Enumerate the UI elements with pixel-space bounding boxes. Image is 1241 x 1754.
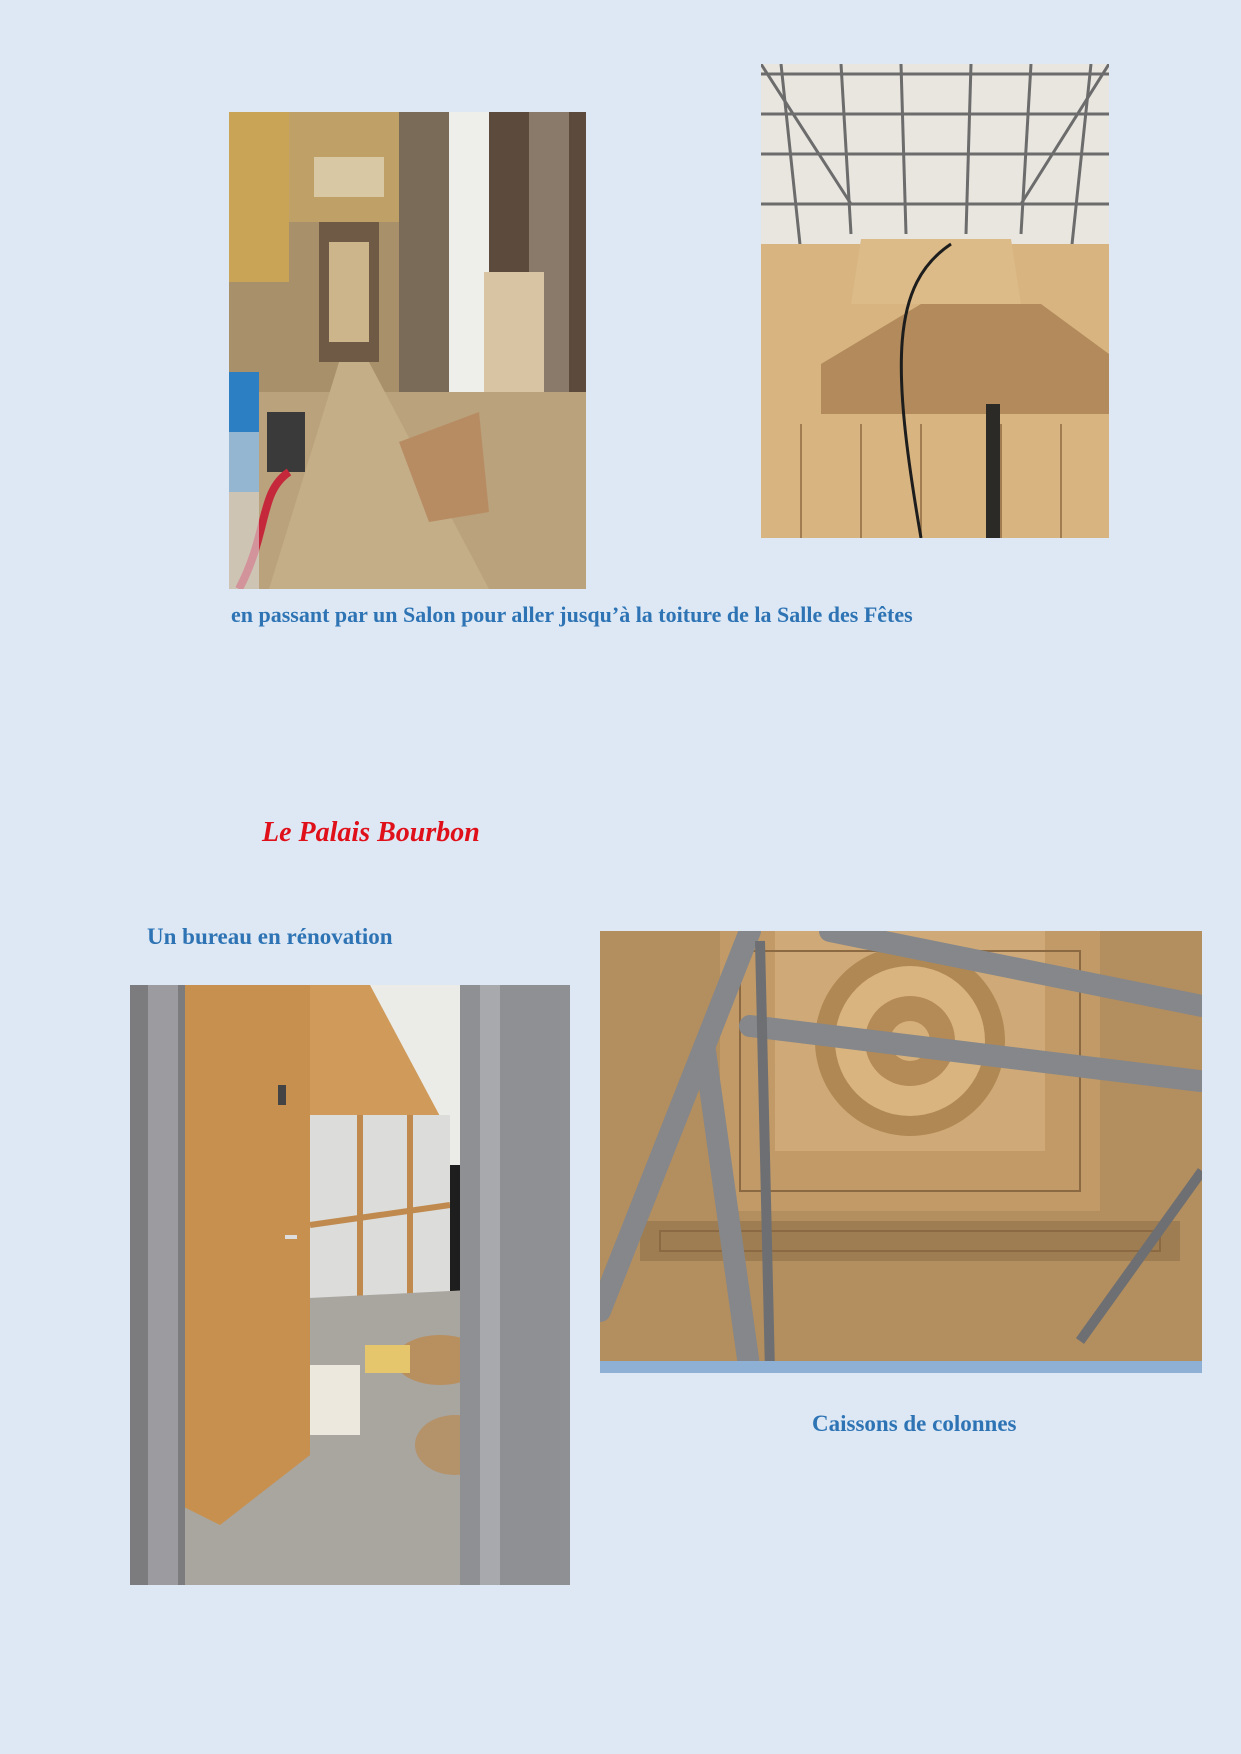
- caption-ceiling: Caissons de colonnes: [812, 1411, 1017, 1436]
- photo-caissons-ceiling: [600, 931, 1202, 1373]
- photo-salon-corridor: [229, 112, 586, 589]
- caption-salon-roof: en passant par un Salon pour aller jusqu’à la toiture de la Salle des Fêtes: [231, 602, 913, 627]
- photo-bureau-renovation: [130, 985, 570, 1585]
- section-title: Le Palais Bourbon: [262, 817, 480, 848]
- caption-office: Un bureau en rénovation: [147, 924, 393, 949]
- photo-salle-des-fetes-roof: [761, 64, 1109, 538]
